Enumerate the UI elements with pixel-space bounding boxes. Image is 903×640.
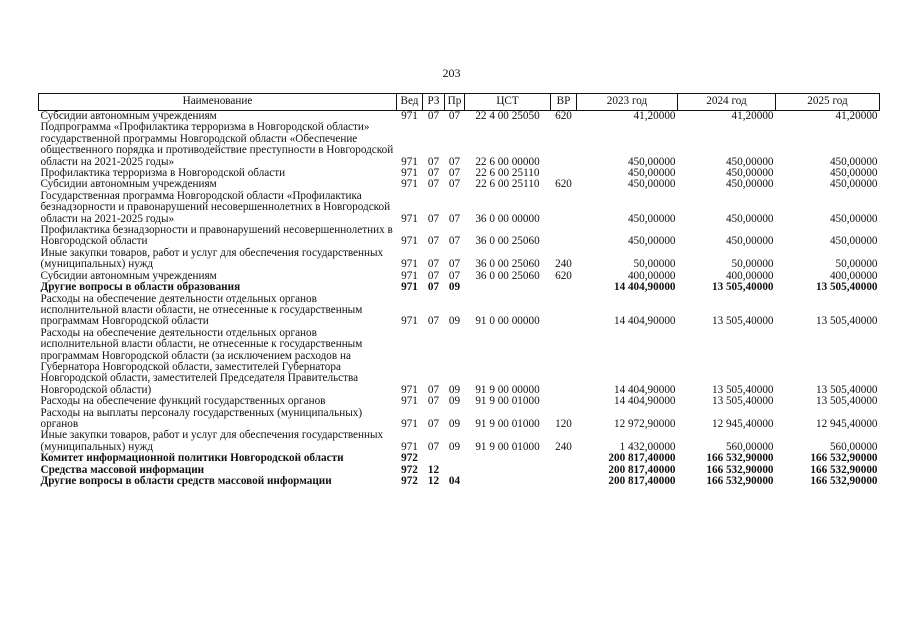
cell-vr: 620 xyxy=(555,178,572,191)
cell-vr xyxy=(551,282,577,293)
cell-vr: 240 xyxy=(555,258,572,271)
cell-2025: 450,00000 xyxy=(829,178,878,191)
cell-cst xyxy=(465,453,551,464)
header-2024: 2024 год xyxy=(678,94,776,111)
cell-2024: 13 505,40000 xyxy=(711,281,774,294)
cell-2024: 450,00000 xyxy=(725,212,774,225)
cell-ved: 972 xyxy=(401,475,418,487)
cell-2024: 166 532,90000 xyxy=(706,463,774,476)
cell-cst: 91 9 00 00000 xyxy=(475,383,540,396)
header-2023: 2023 год xyxy=(577,94,678,111)
cell-ved: 971 xyxy=(401,281,418,294)
cell-name: Комитет информационной политики Новгородской области xyxy=(40,452,344,465)
cell-cst: 91 9 00 01000 xyxy=(475,417,540,430)
cell-name: Расходы на обеспечение деятельности отдельных органов исполнительной власти области, не отнесенные к государственным программам Новгородской области xyxy=(40,292,363,328)
cell-2024: 50,00000 xyxy=(731,258,774,271)
cell-ved: 971 xyxy=(401,110,418,122)
table-row xyxy=(39,408,880,431)
cell-vr xyxy=(551,328,577,396)
cell-pr: 07 xyxy=(448,110,461,122)
cell-2023: 200 817,40000 xyxy=(608,463,676,476)
cell-cst: 91 0 00 00000 xyxy=(475,315,540,328)
cell-ved: 971 xyxy=(401,383,418,396)
cell-name: Другие вопросы в области средств массовой информации xyxy=(40,475,332,487)
cell-pr: 07 xyxy=(448,269,461,282)
cell-cst: 36 0 00 00000 xyxy=(475,212,540,225)
cell-vr: 620 xyxy=(555,269,572,282)
cell-pr: 09 xyxy=(448,417,461,430)
table-row xyxy=(39,248,880,271)
cell-2025: 13 505,40000 xyxy=(815,383,878,396)
cell-cst: 36 0 00 25060 xyxy=(475,235,540,248)
cell-pr: 07 xyxy=(448,235,461,248)
cell-name: Другие вопросы в области образования xyxy=(40,281,241,294)
cell-2025: 450,00000 xyxy=(829,235,878,248)
cell-name: Субсидии автономным учреждениям xyxy=(40,110,217,122)
cell-cst: 22 4 00 25050 xyxy=(475,110,540,122)
cell-ved: 971 xyxy=(401,440,418,453)
cell-vr xyxy=(551,453,577,464)
cell-cst: 36 0 00 25060 xyxy=(475,258,540,271)
cell-name: Иные закупки товаров, работ и услуг для обеспечения государственных (муниципальных) нужд xyxy=(40,429,384,453)
cell-pr: 07 xyxy=(448,155,461,168)
cell-rz: 07 xyxy=(427,315,440,328)
cell-ved: 971 xyxy=(401,235,418,248)
cell-rz: 07 xyxy=(427,281,440,294)
cell-2023: 1 432,00000 xyxy=(619,440,676,453)
cell-vr xyxy=(551,122,577,168)
table-body xyxy=(39,111,880,488)
cell-ved: 972 xyxy=(401,463,418,476)
cell-cst: 91 9 00 01000 xyxy=(475,440,540,453)
cell-cst: 22 6 00 00000 xyxy=(475,155,540,168)
cell-name: Профилактика безнадзорности и правонарушений несовершеннолетних в Новгородской области xyxy=(40,224,393,248)
table-row xyxy=(39,122,880,168)
cell-name: Профилактика терроризма в Новгородской области xyxy=(40,167,286,180)
cell-rz: 07 xyxy=(427,235,440,248)
cell-pr xyxy=(445,453,465,464)
table-row xyxy=(39,476,880,487)
cell-pr: 07 xyxy=(448,178,461,191)
cell-ved: 971 xyxy=(401,269,418,282)
cell-rz: 07 xyxy=(427,440,440,453)
cell-vr xyxy=(551,225,577,248)
cell-2025: 450,00000 xyxy=(829,212,878,225)
cell-2023: 50,00000 xyxy=(633,258,676,271)
cell-rz: 07 xyxy=(427,417,440,430)
cell-ved: 971 xyxy=(401,212,418,225)
cell-vr xyxy=(551,294,577,328)
cell-rz: 07 xyxy=(427,212,440,225)
cell-2023: 41,20000 xyxy=(633,110,676,122)
cell-cst: 22 6 00 25110 xyxy=(475,178,540,191)
cell-vr: 240 xyxy=(555,440,572,453)
page-number: 203 xyxy=(442,66,461,80)
table-row xyxy=(39,328,880,396)
header-cst: ЦСТ xyxy=(465,94,551,111)
cell-2024: 450,00000 xyxy=(725,167,774,180)
cell-rz: 07 xyxy=(427,178,440,191)
cell-name: Субсидии автономным учреждениям xyxy=(40,269,217,282)
cell-2024: 12 945,40000 xyxy=(711,417,774,430)
header-pr: Пр xyxy=(445,94,465,111)
header-rz: РЗ xyxy=(423,94,445,111)
cell-name: Расходы на обеспечение деятельности отдельных органов исполнительной власти области, не отнесенные к государственным программам Новгородской области (за исключением расходов на Губернатора Новгородской области, заместителей Губернатора Новгородской области, заместителей Председателя Правительства Новгородской области) xyxy=(40,326,363,396)
cell-pr: 07 xyxy=(448,212,461,225)
cell-pr: 09 xyxy=(448,281,461,294)
cell-pr: 09 xyxy=(448,383,461,396)
cell-ved: 972 xyxy=(401,452,418,465)
cell-ved: 971 xyxy=(401,167,418,180)
cell-2023: 450,00000 xyxy=(627,155,676,168)
cell-2025: 400,00000 xyxy=(829,269,878,282)
cell-2023: 12 972,90000 xyxy=(613,417,676,430)
table-row xyxy=(39,294,880,328)
cell-cst xyxy=(465,282,551,293)
cell-2023: 200 817,40000 xyxy=(608,475,676,487)
cell-2025: 166 532,90000 xyxy=(810,452,878,465)
cell-2025: 13 505,40000 xyxy=(815,395,878,408)
cell-vr xyxy=(551,396,577,407)
cell-2023: 450,00000 xyxy=(627,167,676,180)
cell-2024: 400,00000 xyxy=(725,269,774,282)
cell-pr: 07 xyxy=(448,167,461,180)
cell-2025: 13 505,40000 xyxy=(815,315,878,328)
cell-name: Государственная программа Новгородской области «Профилактика безнадзорности и правонарушений несовершеннолетних в Новгородской области на 2021-2025 годы» xyxy=(40,189,391,225)
table-row xyxy=(39,191,880,225)
cell-name: Средства массовой информации xyxy=(40,463,205,476)
cell-name: Подпрограмма «Профилактика терроризма в Новгородской области» государственной программы Новгородской области «Обеспечение общественного порядка и противодействие преступности в Новгородской области на 2021-2025 годы» xyxy=(40,121,394,168)
cell-pr: 09 xyxy=(448,440,461,453)
cell-cst: 36 0 00 25060 xyxy=(475,269,540,282)
cell-2023: 14 404,90000 xyxy=(613,281,676,294)
cell-2024: 13 505,40000 xyxy=(711,383,774,396)
cell-pr: 04 xyxy=(448,475,461,487)
cell-rz: 07 xyxy=(427,383,440,396)
cell-cst xyxy=(465,465,551,476)
cell-ved: 971 xyxy=(401,395,418,408)
cell-2025: 560,00000 xyxy=(829,440,878,453)
cell-pr: 09 xyxy=(448,315,461,328)
cell-2023: 14 404,90000 xyxy=(613,315,676,328)
cell-rz: 07 xyxy=(427,269,440,282)
cell-ved: 971 xyxy=(401,155,418,168)
cell-2024: 166 532,90000 xyxy=(706,475,774,487)
header-2025: 2025 год xyxy=(776,94,880,111)
cell-rz: 07 xyxy=(427,155,440,168)
cell-pr: 07 xyxy=(448,258,461,271)
cell-cst: 22 6 00 25110 xyxy=(475,167,540,180)
cell-2024: 450,00000 xyxy=(725,155,774,168)
cell-vr: 120 xyxy=(555,417,572,430)
cell-rz: 07 xyxy=(427,258,440,271)
cell-name: Расходы на выплаты персоналу государственных (муниципальных) органов xyxy=(40,406,363,430)
table-row xyxy=(39,282,880,293)
cell-cst: 91 9 00 01000 xyxy=(475,395,540,408)
cell-2025: 41,20000 xyxy=(835,110,878,122)
cell-2023: 450,00000 xyxy=(627,212,676,225)
cell-2024: 13 505,40000 xyxy=(711,315,774,328)
cell-2023: 450,00000 xyxy=(627,235,676,248)
cell-cst xyxy=(465,476,551,487)
header-vr: ВР xyxy=(551,94,577,111)
cell-ved: 971 xyxy=(401,178,418,191)
table-row xyxy=(39,225,880,248)
cell-2025: 12 945,40000 xyxy=(815,417,878,430)
cell-vr: 620 xyxy=(555,110,572,122)
cell-ved: 971 xyxy=(401,417,418,430)
header-ved: Вед xyxy=(397,94,423,111)
table-header xyxy=(39,94,880,111)
cell-name: Иные закупки товаров, работ и услуг для обеспечения государственных (муниципальных) нужд xyxy=(40,246,384,271)
cell-2025: 450,00000 xyxy=(829,167,878,180)
cell-vr xyxy=(551,465,577,476)
cell-rz: 07 xyxy=(427,167,440,180)
cell-2023: 14 404,90000 xyxy=(613,383,676,396)
cell-2025: 50,00000 xyxy=(835,258,878,271)
cell-rz: 07 xyxy=(427,395,440,408)
table-row xyxy=(39,430,880,453)
cell-2024: 166 532,90000 xyxy=(706,452,774,465)
cell-ved: 971 xyxy=(401,258,418,271)
cell-2023: 200 817,40000 xyxy=(608,452,676,465)
cell-2023: 400,00000 xyxy=(627,269,676,282)
cell-2025: 450,00000 xyxy=(829,155,878,168)
cell-name: Расходы на обеспечение функций государственных органов xyxy=(40,395,326,408)
cell-vr xyxy=(551,476,577,487)
cell-vr xyxy=(551,191,577,225)
cell-name: Субсидии автономным учреждениям xyxy=(40,178,217,191)
cell-2024: 450,00000 xyxy=(725,235,774,248)
cell-2025: 166 532,90000 xyxy=(810,463,878,476)
table-row xyxy=(39,453,880,464)
cell-2024: 560,00000 xyxy=(725,440,774,453)
cell-rz: 12 xyxy=(427,475,440,487)
cell-2023: 14 404,90000 xyxy=(613,395,676,408)
cell-ved: 971 xyxy=(401,315,418,328)
cell-2025: 166 532,90000 xyxy=(810,475,878,487)
cell-2024: 13 505,40000 xyxy=(711,395,774,408)
table-row xyxy=(39,396,880,407)
cell-2025: 13 505,40000 xyxy=(815,281,878,294)
cell-2023: 450,00000 xyxy=(627,178,676,191)
cell-rz xyxy=(423,453,445,464)
header-name: Наименование xyxy=(39,94,397,111)
cell-rz: 12 xyxy=(427,463,440,476)
cell-rz: 07 xyxy=(427,110,440,122)
budget-table xyxy=(38,93,880,487)
cell-2024: 450,00000 xyxy=(725,178,774,191)
cell-pr: 09 xyxy=(448,395,461,408)
cell-2024: 41,20000 xyxy=(731,110,774,122)
